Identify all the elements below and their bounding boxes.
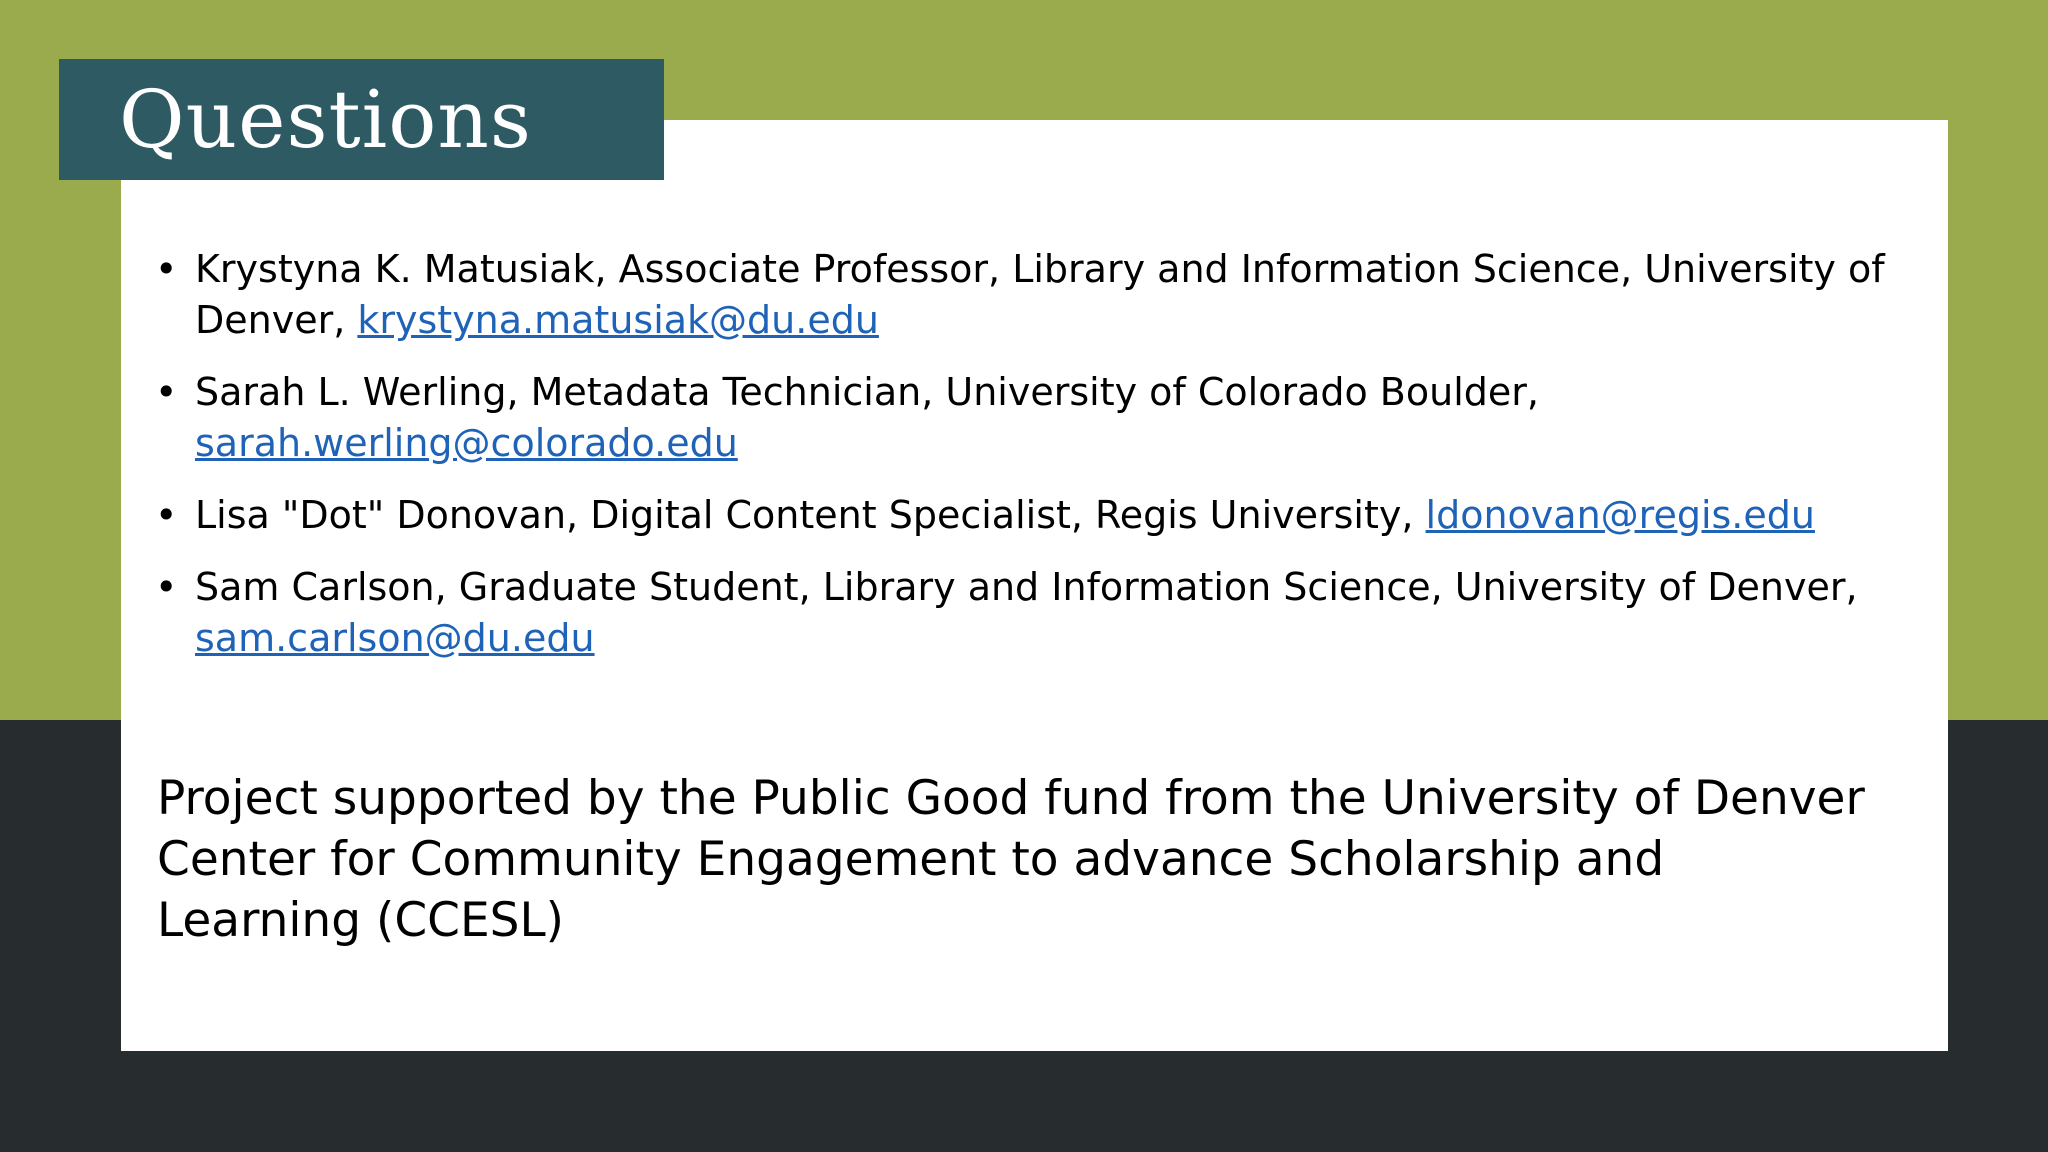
contact-description: Krystyna K. Matusiak, Associate Professor, Library and Information Science, University of Denver, (195, 247, 1885, 342)
bullet-icon: • (155, 247, 178, 291)
bullet-icon: • (155, 565, 178, 609)
contact-item-donovan (150, 490, 1890, 541)
bullet-icon: • (155, 370, 178, 414)
contact-description: Lisa "Dot" Donovan, Digital Content Specialist, Regis University, (195, 493, 1426, 537)
funding-acknowledgement: Project supported by the Public Good fund from the University of Denver Center for Community Engagement to advance Scholarship and Learning (CCESL) (157, 771, 1865, 948)
email-link-werling[interactable]: sarah.werling@colorado.edu (195, 421, 738, 465)
contact-list (150, 244, 1890, 685)
contact-item-matusiak (150, 244, 1890, 346)
email-link-donovan[interactable]: ldonovan@regis.edu (1425, 493, 1815, 537)
email-link-carlson[interactable]: sam.carlson@du.edu (195, 616, 595, 660)
slide-title: Questions (119, 73, 532, 166)
email-link-matusiak[interactable]: krystyna.matusiak@du.edu (357, 298, 879, 342)
title-banner (59, 59, 664, 180)
bullet-icon: • (155, 493, 178, 537)
contact-description: Sam Carlson, Graduate Student, Library and Information Science, University of Denver, (195, 565, 1858, 609)
contact-item-werling (150, 367, 1890, 469)
contact-description: Sarah L. Werling, Metadata Technician, University of Colorado Boulder, (195, 370, 1539, 414)
contact-item-carlson (150, 562, 1890, 664)
